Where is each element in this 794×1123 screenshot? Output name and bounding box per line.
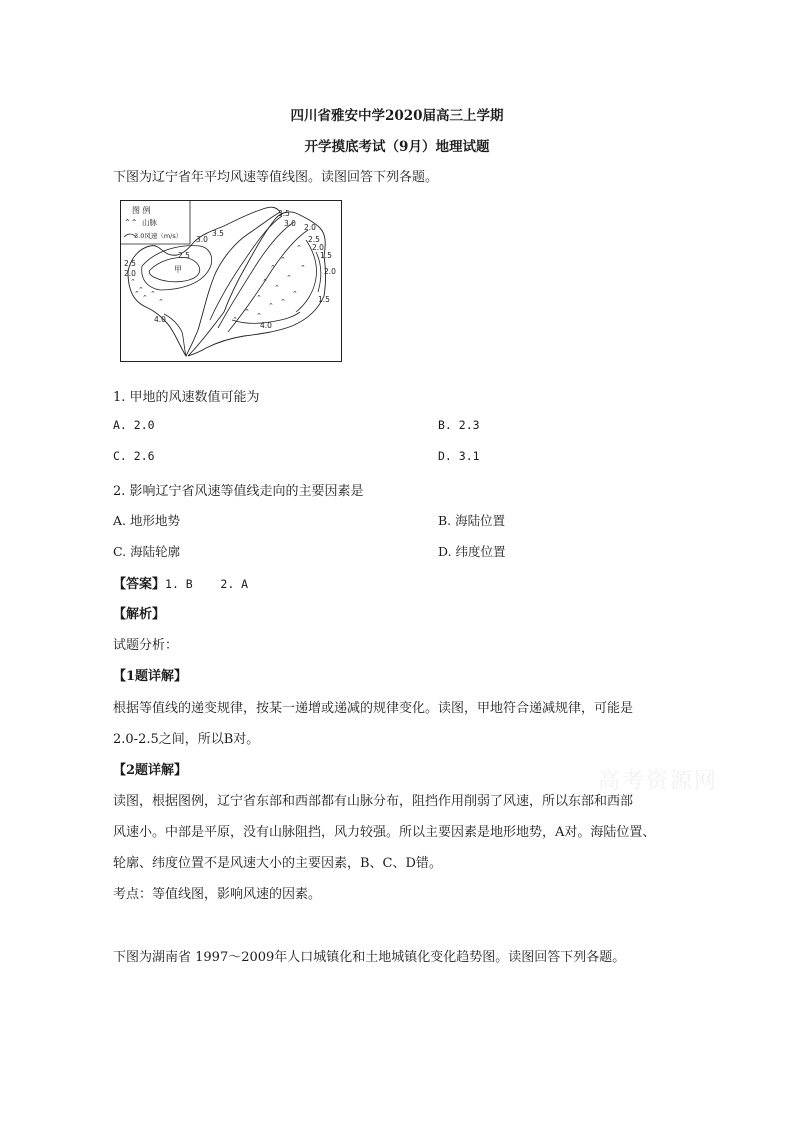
answer-text: 1. B 2. A	[165, 577, 249, 591]
answer-label: 【答案】	[113, 577, 166, 592]
q1-option-c: C. 2.6	[113, 449, 155, 463]
legend-isoline-label: 3.0风速（m/s）	[134, 232, 183, 240]
mountain-mark: ⌃	[274, 284, 280, 292]
wind-speed-isoline-map	[120, 200, 342, 362]
mountain-mark: ⌃	[256, 294, 262, 302]
mountain-mark: ⌃	[244, 308, 250, 316]
isoline-label: 4.0	[154, 315, 166, 324]
mountain-mark: ⌃	[286, 274, 292, 282]
isoline-label: 1.5	[320, 251, 332, 260]
isoline-label: 3.5	[278, 209, 290, 218]
answer-line	[113, 573, 248, 592]
analysis-intro: 试题分析：	[113, 638, 179, 653]
q2-option-a: A. 地形地势	[113, 513, 180, 528]
mountain-mark: ⌃	[138, 286, 144, 294]
legend-mountain-symbol: ⌃⌃	[124, 218, 138, 227]
mountain-mark: ⌃	[262, 278, 268, 286]
q2-detail-line1: 读图，根据图例，辽宁省东部和西部都有山脉分布，阻挡作用削弱了风速，所以东部和西部	[113, 794, 634, 809]
mountain-mark: ⌃	[130, 278, 136, 286]
intro-paragraph-2: 下图为湖南省 1997～2009年人口城镇化和土地城镇化变化趋势图。读图回答下列各题。	[113, 950, 626, 965]
mountain-mark: ⌃	[256, 312, 262, 320]
mountain-mark: ⌃	[268, 302, 274, 310]
isoline-label: 2.5	[178, 251, 190, 260]
mountain-mark: ⌃	[270, 264, 276, 272]
mountain-mark: ⌃	[292, 290, 298, 298]
location-jia-label: 甲	[174, 265, 182, 274]
legend-title: 图 例	[132, 206, 151, 215]
q2-option-b: B. 海陆位置	[438, 513, 506, 528]
isoline-label: 1.5	[318, 295, 330, 304]
q2-option-d: D. 纬度位置	[438, 544, 506, 559]
q1-detail-line1: 根据等值线的递变规律，按某一递增或递减的规律变化。读图，甲地符合递减规律，可能是	[113, 701, 634, 716]
legend-mountain-label: 山脉	[142, 218, 157, 227]
mountain-mark: ⌃	[296, 244, 302, 252]
q2-detail-line2: 风速小。中部是平原，没有山脉阻挡，风力较强。所以主要因素是地形地势，A对。海陆位置、	[113, 825, 656, 840]
question-1-stem: 1. 甲地的风速数值可能为	[113, 390, 260, 405]
analysis-heading: 【解析】	[113, 607, 166, 622]
mountain-mark: ⌃	[142, 294, 148, 302]
kaodian-line: 考点：等值线图，影响风速的因素。	[113, 887, 322, 902]
q1-detail-heading: 【1题详解】	[113, 669, 188, 684]
q2-option-c: C. 海陆轮廓	[113, 544, 181, 559]
mountain-mark: ⌃	[300, 264, 306, 272]
intro-paragraph: 下图为辽宁省年平均风速等值线图。读图回答下列各题。	[113, 170, 439, 185]
mountain-mark: ⌃	[158, 298, 164, 306]
q2-detail-heading: 【2题详解】	[113, 763, 188, 778]
isoline-label: 2.5	[308, 235, 320, 244]
isoline-label: 3.0	[284, 219, 296, 228]
isoline-label: 3.0	[196, 235, 208, 244]
mountain-mark: ⌃	[280, 298, 286, 306]
isoline-label: 2.0	[312, 243, 324, 252]
isoline-label: 2.5	[124, 259, 136, 268]
q1-option-b: B. 2.3	[438, 418, 480, 432]
doc-title-line1: 四川省雅安中学2020届高三上学期	[290, 108, 504, 124]
isoline-label: 2.0	[124, 269, 136, 278]
isoline-label: 2.0	[324, 267, 336, 276]
isoline-label: 3.5	[212, 229, 224, 238]
q2-detail-line3: 轮廓、纬度位置不是风速大小的主要因素，B、C、D错。	[113, 856, 442, 871]
mountain-mark: ⌃	[150, 290, 156, 298]
q1-detail-line2: 2.0-2.5之间，所以B对。	[113, 732, 260, 747]
q1-option-a: A. 2.0	[113, 418, 155, 432]
q1-option-d: D. 3.1	[438, 449, 480, 463]
mountain-mark: ⌃	[232, 316, 238, 324]
mountain-mark: ⌃	[134, 290, 140, 298]
mountain-mark: ⌃	[280, 256, 286, 264]
isoline-label: 2.0	[304, 223, 316, 232]
watermark: 高考资源网	[598, 769, 719, 794]
doc-title-line2: 开学摸底考试（9月）地理试题	[304, 139, 490, 155]
question-2-stem: 2. 影响辽宁省风速等值线走向的主要因素是	[113, 484, 364, 499]
isoline-label: 4.0	[260, 321, 272, 330]
